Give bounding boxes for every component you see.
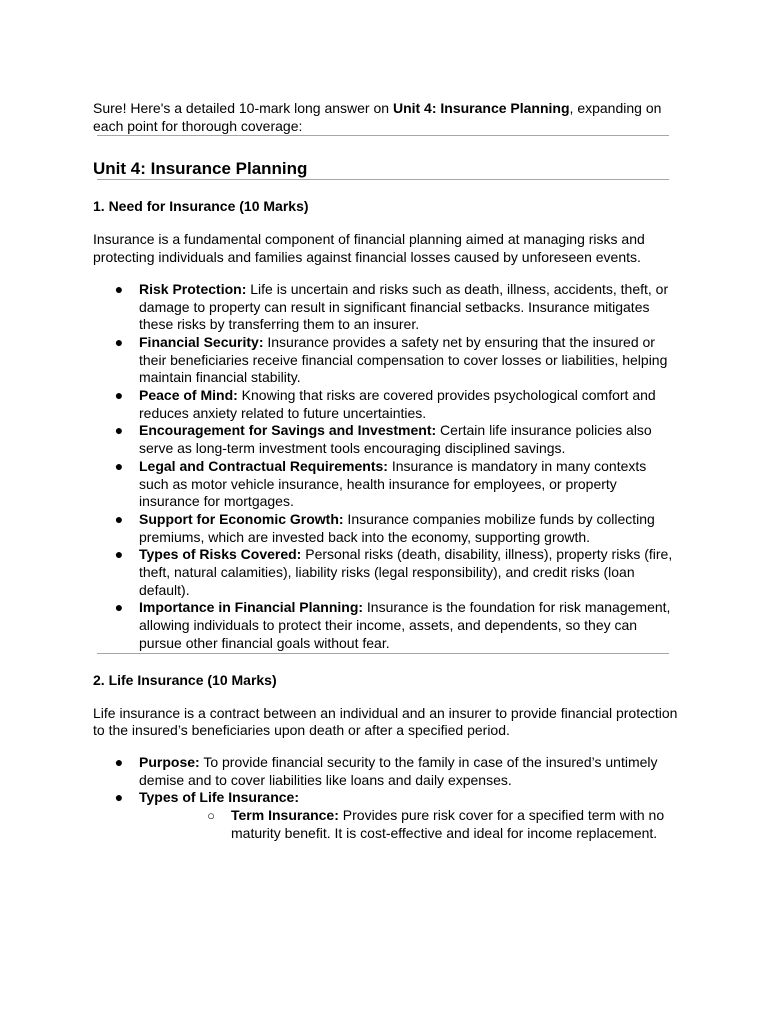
divider <box>97 653 669 654</box>
bullet-icon: ● <box>114 387 124 404</box>
list-item <box>93 546 678 599</box>
bullet-icon: ● <box>114 510 124 527</box>
intro-prefix: Sure! Here's a detailed 10-mark long answer on <box>93 100 393 116</box>
list-item-label: Financial Security: <box>139 333 264 350</box>
hollow-bullet-icon: ○ <box>207 808 215 824</box>
document-page <box>93 100 678 843</box>
list-item-label: Types of Life Insurance: <box>139 789 299 806</box>
bullet-icon: ● <box>114 422 124 439</box>
sub-bullet-list <box>139 807 678 842</box>
list-item <box>93 754 678 789</box>
page-title: Unit 4: Insurance Planning <box>93 159 308 179</box>
list-item-text: Insurance companies mobilize funds by collecting premiums, which are invested back into the economy, supporting growth. <box>139 510 655 545</box>
section-paragraph: Life insurance is a contract between an individual and an insurer to provide financial protection to the insured’s beneficiaries upon death or after a specified period. <box>93 704 678 739</box>
list-item-label: Risk Protection: <box>139 280 247 297</box>
divider <box>97 179 669 180</box>
bullet-icon: ● <box>114 546 124 563</box>
sub-list-item <box>139 807 678 842</box>
list-item <box>93 599 678 652</box>
list-item-text: Personal risks (death, disability, illness), property risks (fire, theft, natural calamities), liability risks (legal responsibility), and credit risks (loan default). <box>139 546 673 598</box>
sub-list-item-label: Term Insurance: <box>231 807 339 824</box>
list-item-text: Certain life insurance policies also serve as long-term investment tools encouraging disciplined savings. <box>139 422 652 457</box>
list-item-label: Importance in Financial Planning: <box>139 599 364 616</box>
list-item <box>93 789 678 842</box>
list-item <box>93 281 678 334</box>
intro-bold: Unit 4: Insurance Planning <box>392 100 570 116</box>
list-item <box>93 334 678 387</box>
section-paragraph: Insurance is a fundamental component of financial planning aimed at managing risks and protecting individuals and families against financial losses caused by unforeseen events. <box>93 231 645 266</box>
bullet-list <box>93 281 678 653</box>
bullet-icon: ● <box>114 789 124 806</box>
list-item-text: To provide financial security to the family in case of the insured’s untimely demise and to cover liabilities like loans and daily expenses. <box>139 753 658 788</box>
list-item-label: Peace of Mind: <box>139 387 238 404</box>
bullet-icon: ● <box>114 599 124 616</box>
list-item-text: Life is uncertain and risks such as death, illness, accidents, theft, or damage to property can result in significant financial setbacks. Insurance mitigates these risks by transferring them to an insurer. <box>139 280 669 333</box>
divider <box>97 135 669 136</box>
list-item-label: Legal and Contractual Requirements: <box>139 457 388 474</box>
list-item-text: Insurance is mandatory in many contexts such as motor vehicle insurance, health insurance for employees, or property insurance for mortgages. <box>139 457 647 510</box>
bullet-icon: ● <box>114 333 124 350</box>
bullet-icon: ● <box>114 457 124 474</box>
intro-suffix: , expanding on each point for thorough coverage: <box>93 100 662 134</box>
intro-paragraph <box>93 100 678 135</box>
list-item-text: Insurance provides a safety net by ensuring that the insured or their beneficiaries receive financial compensation to cover losses or liabilities, helping maintain financial stability. <box>139 333 668 386</box>
list-item-text: Insurance is the foundation for risk management, allowing individuals to protect their income, assets, and dependents, so they can pursue other financial goals without fear. <box>139 599 671 651</box>
list-item <box>93 458 678 511</box>
list-item <box>93 511 678 546</box>
list-item-label: Types of Risks Covered: <box>139 546 302 563</box>
list-item-label: Encouragement for Savings and Investment: <box>139 422 437 439</box>
section-heading-life-insurance: 2. Life Insurance (10 Marks) <box>93 671 277 688</box>
section-heading-need-for-insurance: 1. Need for Insurance (10 Marks) <box>93 198 309 215</box>
bullet-icon: ● <box>114 753 124 770</box>
bullet-list <box>93 754 678 843</box>
list-item-text: Knowing that risks are covered provides psychological comfort and reduces anxiety related to future uncertainties. <box>139 387 656 421</box>
bullet-icon: ● <box>114 280 124 297</box>
list-item-label: Purpose: <box>139 753 200 770</box>
list-item-label: Support for Economic Growth: <box>139 510 344 527</box>
sub-list-item-text: Provides pure risk cover for a specified term with no maturity benefit. It is cost-effective and ideal for income replacement. <box>231 807 665 841</box>
list-item <box>93 387 678 422</box>
list-item <box>93 422 678 457</box>
